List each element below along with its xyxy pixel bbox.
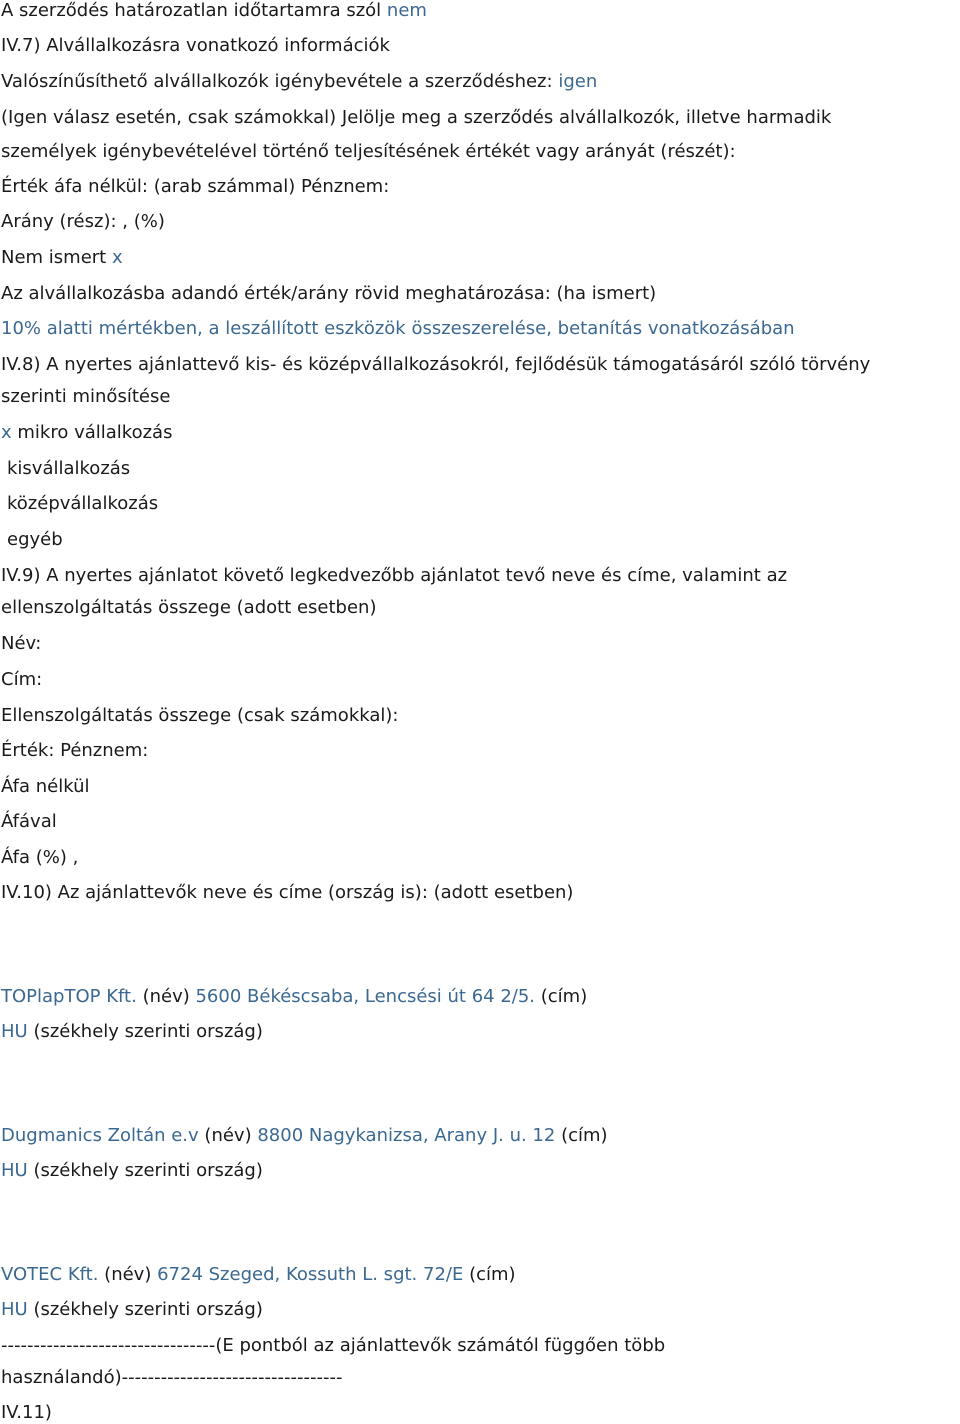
instruction-line-2: személyek igénybevételével történő teljesítésének értékét vagy arányát (részét): <box>1 141 736 162</box>
section-iv7-heading: IV.7) Alvállalkozásra vonatkozó információk <box>1 35 390 56</box>
subcontractors-value: igen <box>558 71 598 92</box>
subcontractors-line: Valószínűsíthető alvállalkozók igénybevétele a szerződéshez: igen <box>1 71 598 92</box>
separator-note-line-2: használandó)---------------------------------- <box>1 1367 343 1388</box>
bidder-address: 5600 Békéscsaba, Lencsési út 64 2/5. <box>195 986 536 1007</box>
ratio-line: Arány (rész): , (%) <box>1 211 165 232</box>
subcontract-description-value: 10% alatti mértékben, a leszállított eszközök összeszerelése, betanítás vonatkozásában <box>1 318 795 339</box>
unknown-mark: x <box>111 247 123 268</box>
duration-line: A szerződés határozatlan időtartamra szól nem <box>1 0 427 21</box>
without-vat-label: Áfa nélkül <box>1 776 90 797</box>
bidder-1-country: HU (székhely szerinti ország) <box>1 1021 263 1042</box>
bidder-2-name-address: Dugmanics Zoltán e.v (név) 8800 Nagykanizsa, Arany J. u. 12 (cím) <box>1 1125 608 1146</box>
name-label: Név: <box>1 633 42 654</box>
bidder-name: Dugmanics Zoltán e.v <box>1 1125 199 1146</box>
option-micro: x mikro vállalkozás <box>1 422 173 443</box>
duration-value: nem <box>386 0 427 21</box>
bidder-3-name-address: VOTEC Kft. (név) 6724 Szeged, Kossuth L. sgt. 72/E (cím) <box>1 1264 516 1285</box>
value-without-vat-line: Érték áfa nélkül: (arab számmal) Pénznem: <box>1 176 390 197</box>
bidder-address: 8800 Nagykanizsa, Arany J. u. 12 <box>257 1125 556 1146</box>
micro-mark: x <box>1 422 12 443</box>
bidder-name: VOTEC Kft. <box>1 1264 99 1285</box>
section-iv11-heading: IV.11) <box>1 1402 52 1423</box>
bidder-country: HU <box>1 1160 28 1181</box>
bidder-country: HU <box>1 1021 28 1042</box>
consideration-label: Ellenszolgáltatás összege (csak számokkal): <box>1 705 399 726</box>
option-small: kisvállalkozás <box>7 458 131 479</box>
bidder-country: HU <box>1 1299 28 1320</box>
section-iv9-heading: IV.9) A nyertes ajánlatot követő legkedvezőbb ajánlatot tevő neve és címe, valamint az <box>1 565 788 586</box>
bidder-3-country: HU (székhely szerinti ország) <box>1 1299 263 1320</box>
vat-percent-label: Áfa (%) , <box>1 847 79 868</box>
unknown-line: Nem ismert x <box>1 247 123 268</box>
separator-note-line-1: ---------------------------------(E pontból az ajánlattevők számától függően több <box>1 1335 666 1356</box>
subcontract-description-label: Az alvállalkozásba adandó érték/arány rövid meghatározása: (ha ismert) <box>1 283 657 304</box>
option-medium: középvállalkozás <box>7 493 159 514</box>
bidder-name: TOPlapTOP Kft. <box>1 986 137 1007</box>
with-vat-label: Áfával <box>1 811 57 832</box>
bidder-address: 6724 Szeged, Kossuth L. sgt. 72/E <box>157 1264 464 1285</box>
address-label: Cím: <box>1 669 43 690</box>
value-currency-label: Érték: Pénznem: <box>1 740 149 761</box>
bidder-1-name-address: TOPlapTOP Kft. (név) 5600 Békéscsaba, Lencsési út 64 2/5. (cím) <box>1 986 588 1007</box>
option-other: egyéb <box>7 529 63 550</box>
instruction-line-1: (Igen válasz esetén, csak számokkal) Jelölje meg a szerződés alvállalkozók, illetve harmadik <box>1 107 832 128</box>
section-iv8-heading: IV.8) A nyertes ajánlattevő kis- és középvállalkozásokról, fejlődésük támogatásáról szóló törvény <box>1 354 871 375</box>
section-iv9-heading-cont: ellenszolgáltatás összege (adott esetben) <box>1 597 377 618</box>
bidder-2-country: HU (székhely szerinti ország) <box>1 1160 263 1181</box>
section-iv8-heading-cont: szerinti minősítése <box>1 386 171 407</box>
section-iv10-heading: IV.10) Az ajánlattevők neve és címe (ország is): (adott esetben) <box>1 882 574 903</box>
